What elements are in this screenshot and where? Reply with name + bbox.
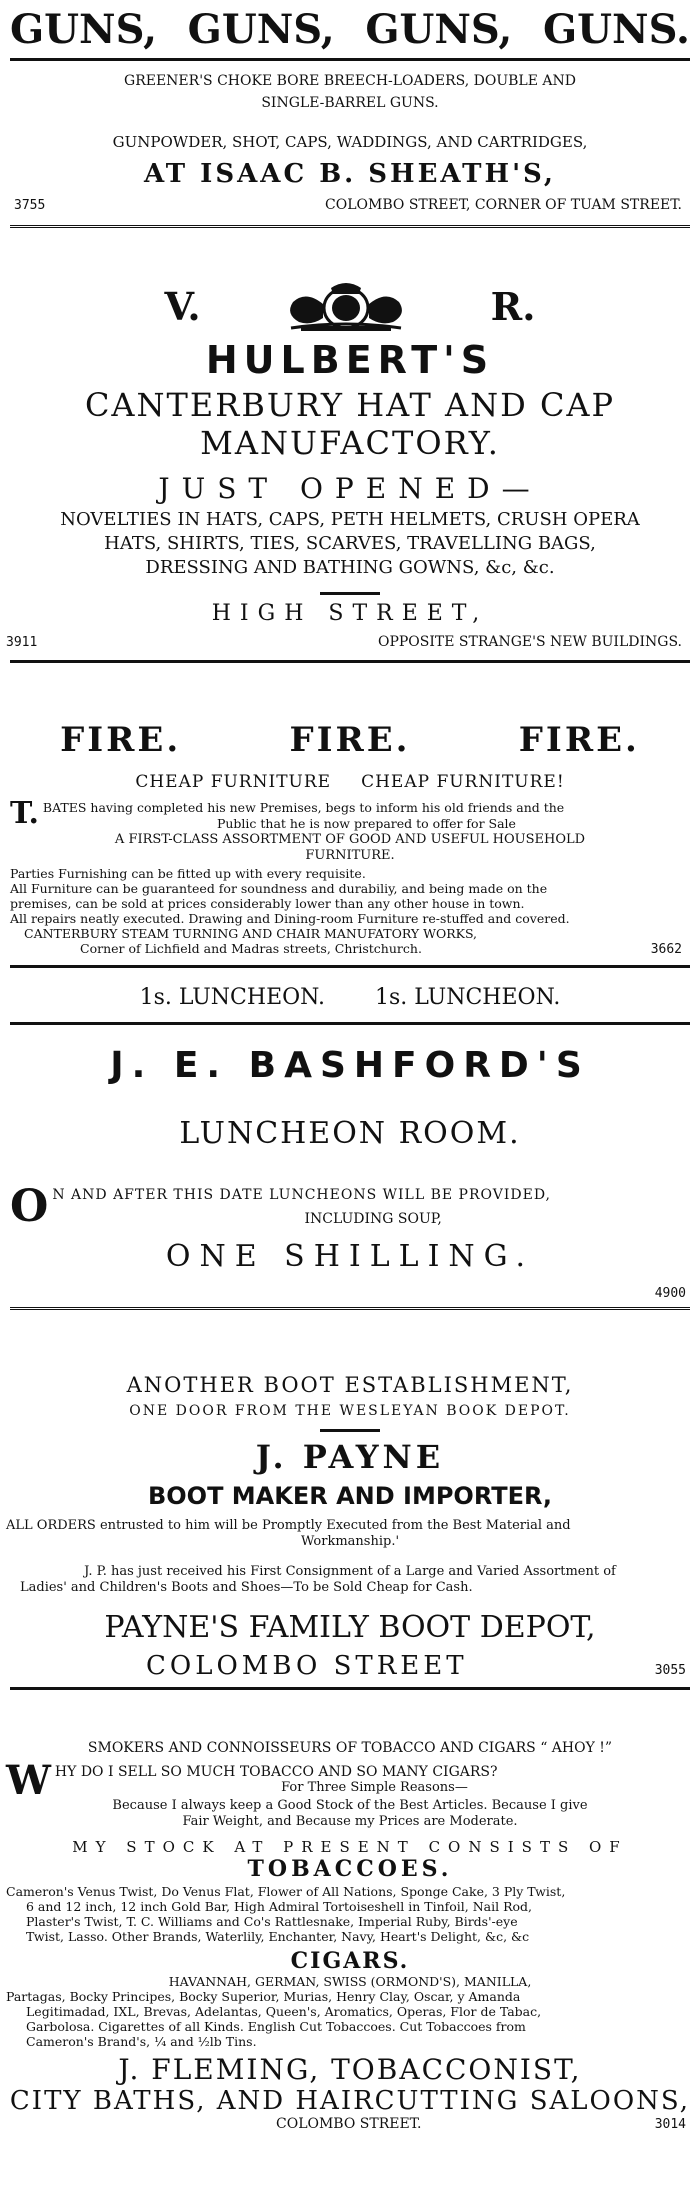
hulbert-line1: NOVELTIES IN HATS, CAPS, PETH HELMETS, CRUSH OPERA <box>60 509 640 530</box>
fleming-smokers: SMOKERS AND CONNOISSEURS OF TOBACCO AND CIGARS “ AHOY !” <box>87 1740 613 1756</box>
fleming-reasons: For Three Simple Reasons— <box>281 1780 468 1795</box>
fleming-tob2: 6 and 12 inch, 12 inch Gold Bar, High Admiral Tortoiseshell in Tinfoil, Nail Rod, <box>26 1899 532 1914</box>
luncheon-price: ONE SHILLING. <box>165 1239 535 1274</box>
fleming-cig1: HAVANNAH, GERMAN, SWISS (ORMOND'S), MANILLA, <box>168 1974 532 1989</box>
hulbert-line2: HATS, SHIRTS, TIES, SCARVES, TRAVELLING BAGS, <box>104 533 596 554</box>
fire-corner: Corner of Lichfield and Madras streets, Christchurch. <box>80 941 422 956</box>
fleming-why-text: HY DO I SELL SO MUCH TOBACCO AND SO MANY CIGARS? <box>54 1764 498 1780</box>
fire-p4: All repairs neatly executed. Drawing and Dining-room Furniture re-stuffed and covered. <box>10 911 570 926</box>
fleming-tob3: Plaster's Twist, T. C. Williams and Co's Rattlesnake, Imperial Ruby, Birds'-eye <box>26 1914 518 1929</box>
guns-advert <box>6 0 694 270</box>
luncheon-body1: N AND AFTER THIS DATE LUNCHEONS WILL BE PROVIDED, <box>52 1187 551 1203</box>
fleming-footer <box>6 2116 694 2132</box>
v-letter: V. <box>164 283 201 329</box>
fire-assortment2: FURNITURE. <box>305 848 395 863</box>
hulbert-title2: MANUFACTORY. <box>200 424 500 462</box>
divider <box>10 965 690 968</box>
luncheon-dropcap: O <box>10 1181 49 1232</box>
fleming-street: COLOMBO STREET. <box>276 2116 422 2132</box>
fleming-cigars: CIGARS. <box>290 1948 410 1974</box>
fleming-tob4: Twist, Lasso. Other Brands, Waterlily, Enchanter, Navy, Heart's Delight, &c, &c <box>26 1929 530 1944</box>
fleming-cig3: Legitimadad, IXL, Brevas, Adelantas, Queen's, Aromatics, Operas, Flor de Tabac, <box>26 2004 542 2019</box>
divider <box>10 225 690 228</box>
fire-dropcap: T. <box>10 796 39 831</box>
guns-headline <box>6 0 694 52</box>
royal-coat-of-arms-icon <box>271 280 421 332</box>
fire-headline <box>6 720 694 760</box>
fleming-tobaccoes: TOBACCOES. <box>247 1856 453 1882</box>
cheap-furniture-1: CHEAP FURNITURE <box>135 772 332 792</box>
luncheon-body <box>6 1181 694 1232</box>
fire-word: FIRE. <box>60 720 182 760</box>
fleming-because2: Fair Weight, and Because my Prices are Moderate. <box>182 1814 518 1829</box>
fleming-why <box>6 1757 694 1804</box>
fire-works: CANTERBURY STEAM TURNING AND CHAIR MANUFATORY WORKS, <box>24 926 478 941</box>
short-divider <box>320 592 380 595</box>
fleming-tob1: Cameron's Venus Twist, Do Venus Flat, Flower of All Nations, Sponge Cake, 3 Ply Twist, <box>6 1884 566 1899</box>
fire-footer <box>10 941 690 957</box>
fire-word: FIRE. <box>289 720 411 760</box>
payne-street: COLOMBO STREET <box>146 1651 468 1681</box>
hulbert-title1: CANTERBURY HAT AND CAP <box>84 386 616 424</box>
payne-orders2: Workmanship.' <box>300 1534 400 1549</box>
guns-word: GUNS. <box>542 6 690 53</box>
r-letter: R. <box>490 283 536 329</box>
hulbert-address: OPPOSITE STRANGE'S NEW BUILDINGS. <box>377 634 682 650</box>
fire-cheap-row <box>6 772 694 792</box>
hulbert-footer <box>6 634 694 650</box>
luncheon-ref-number: 4900 <box>654 1286 686 1301</box>
fire-intro1: BATES having completed his new Premises, begs to inform his old friends and the <box>42 800 565 815</box>
fleming-stock: MY STOCK AT PRESENT CONSISTS OF <box>72 1838 628 1856</box>
guns-address: COLOMBO STREET, CORNER OF TUAM STREET. <box>325 197 682 213</box>
payne-jp1: J. P. has just received his First Consignment of a Large and Varied Assortment of <box>84 1564 616 1579</box>
guns-footer <box>6 197 694 213</box>
hulbert-advert <box>6 276 694 716</box>
royal-arms-row <box>6 276 694 336</box>
guns-word: GUNS, <box>365 6 513 53</box>
fleming-cig5: Cameron's Brand's, ¼ and ½lb Tins. <box>26 2034 257 2049</box>
payne-another: ANOTHER BOOT ESTABLISHMENT, <box>126 1373 574 1397</box>
payne-trade: BOOT MAKER AND IMPORTER, <box>147 1482 553 1510</box>
fire-p3: premises, can be sold at prices considerably lower than any other house in town. <box>10 896 525 911</box>
payne-door: ONE DOOR FROM THE WESLEYAN BOOK DEPOT. <box>129 1403 571 1419</box>
divider <box>10 1307 690 1310</box>
luncheon-top-1: 1s. LUNCHEON. <box>139 985 325 1010</box>
fire-p2: All Furniture can be guaranteed for soundness and durabiliy, and being made on the <box>10 881 548 896</box>
fleming-dropcap: W <box>6 1757 51 1804</box>
hulbert-street: HIGH STREET, <box>211 601 489 626</box>
fleming-baths: CITY BATHS, AND HAIRCUTTING SALOONS, <box>9 2086 691 2116</box>
fire-advert <box>6 720 694 973</box>
guns-seller: AT ISAAC B. SHEATH'S, <box>144 159 556 189</box>
payne-footer <box>6 1651 694 1681</box>
divider <box>10 1022 690 1025</box>
hulbert-name: HULBERT'S <box>205 338 495 382</box>
fleming-cig4: Garbolosa. Cigarettes of all Kinds. English Cut Tobaccoes. Cut Tobaccoes from <box>26 2019 526 2034</box>
payne-depot: PAYNE'S FAMILY BOOT DEPOT, <box>104 1610 596 1645</box>
payne-orders1: ALL ORDERS entrusted to him will be Promptly Executed from the Best Material and <box>6 1518 571 1533</box>
divider <box>10 660 690 663</box>
luncheon-room: LUNCHEON ROOM. <box>179 1116 521 1151</box>
divider <box>10 58 690 61</box>
fire-ref: 3662 <box>650 942 682 957</box>
payne-jp2: Ladies' and Children's Boots and Shoes—To be Sold Cheap for Cash. <box>20 1580 473 1595</box>
fleming-advert <box>6 1740 694 2205</box>
cheap-furniture-2: CHEAP FURNITURE! <box>361 772 565 792</box>
fire-p1: Parties Furnishing can be fitted up with every requisite. <box>10 866 366 881</box>
fire-intro2: Public that he is now prepared to offer for Sale <box>216 816 516 831</box>
hulbert-line3: DRESSING AND BATHING GOWNS, &c, &c. <box>145 557 555 578</box>
hulbert-ref: 3911 <box>6 635 38 650</box>
luncheon-top <box>6 985 694 1010</box>
fleming-name: J. FLEMING, TOBACCONIST, <box>118 2053 582 2086</box>
guns-word: GUNS, <box>10 6 157 53</box>
luncheon-advert <box>6 985 694 1365</box>
fire-body <box>6 796 694 957</box>
fleming-cig2: Partagas, Bocky Principes, Bocky Superior, Murias, Henry Clay, Oscar, y Amanda <box>6 1989 521 2004</box>
short-divider <box>320 1429 380 1432</box>
luncheon-top-2: 1s. LUNCHEON. <box>375 985 561 1010</box>
payne-advert <box>6 1373 694 1738</box>
guns-line2: SINGLE-BARREL GUNS. <box>261 95 439 111</box>
hulbert-just-opened: JUST OPENED— <box>158 472 542 505</box>
guns-word: GUNS, <box>187 6 335 53</box>
luncheon-ref <box>6 1282 694 1301</box>
payne-name: J. PAYNE <box>255 1438 445 1476</box>
guns-line1: GREENER'S CHOKE BORE BREECH-LOADERS, DOUBLE AND <box>124 73 576 89</box>
fleming-ref: 3014 <box>654 2117 686 2132</box>
payne-ref: 3055 <box>654 1663 686 1678</box>
fire-assortment1: A FIRST-CLASS ASSORTMENT OF GOOD AND USEFUL HOUSEHOLD <box>114 832 586 847</box>
luncheon-body2: INCLUDING SOUP, <box>304 1211 442 1227</box>
guns-line3: GUNPOWDER, SHOT, CAPS, WADDINGS, AND CARTRIDGES, <box>112 133 588 151</box>
fire-word: FIRE. <box>518 720 640 760</box>
bashford-name: J. E. BASHFORD'S <box>110 1045 590 1086</box>
divider <box>10 1687 690 1690</box>
fleming-because1: Because I always keep a Good Stock of the Best Articles. Because I give <box>112 1798 588 1813</box>
guns-ref: 3755 <box>14 198 46 213</box>
